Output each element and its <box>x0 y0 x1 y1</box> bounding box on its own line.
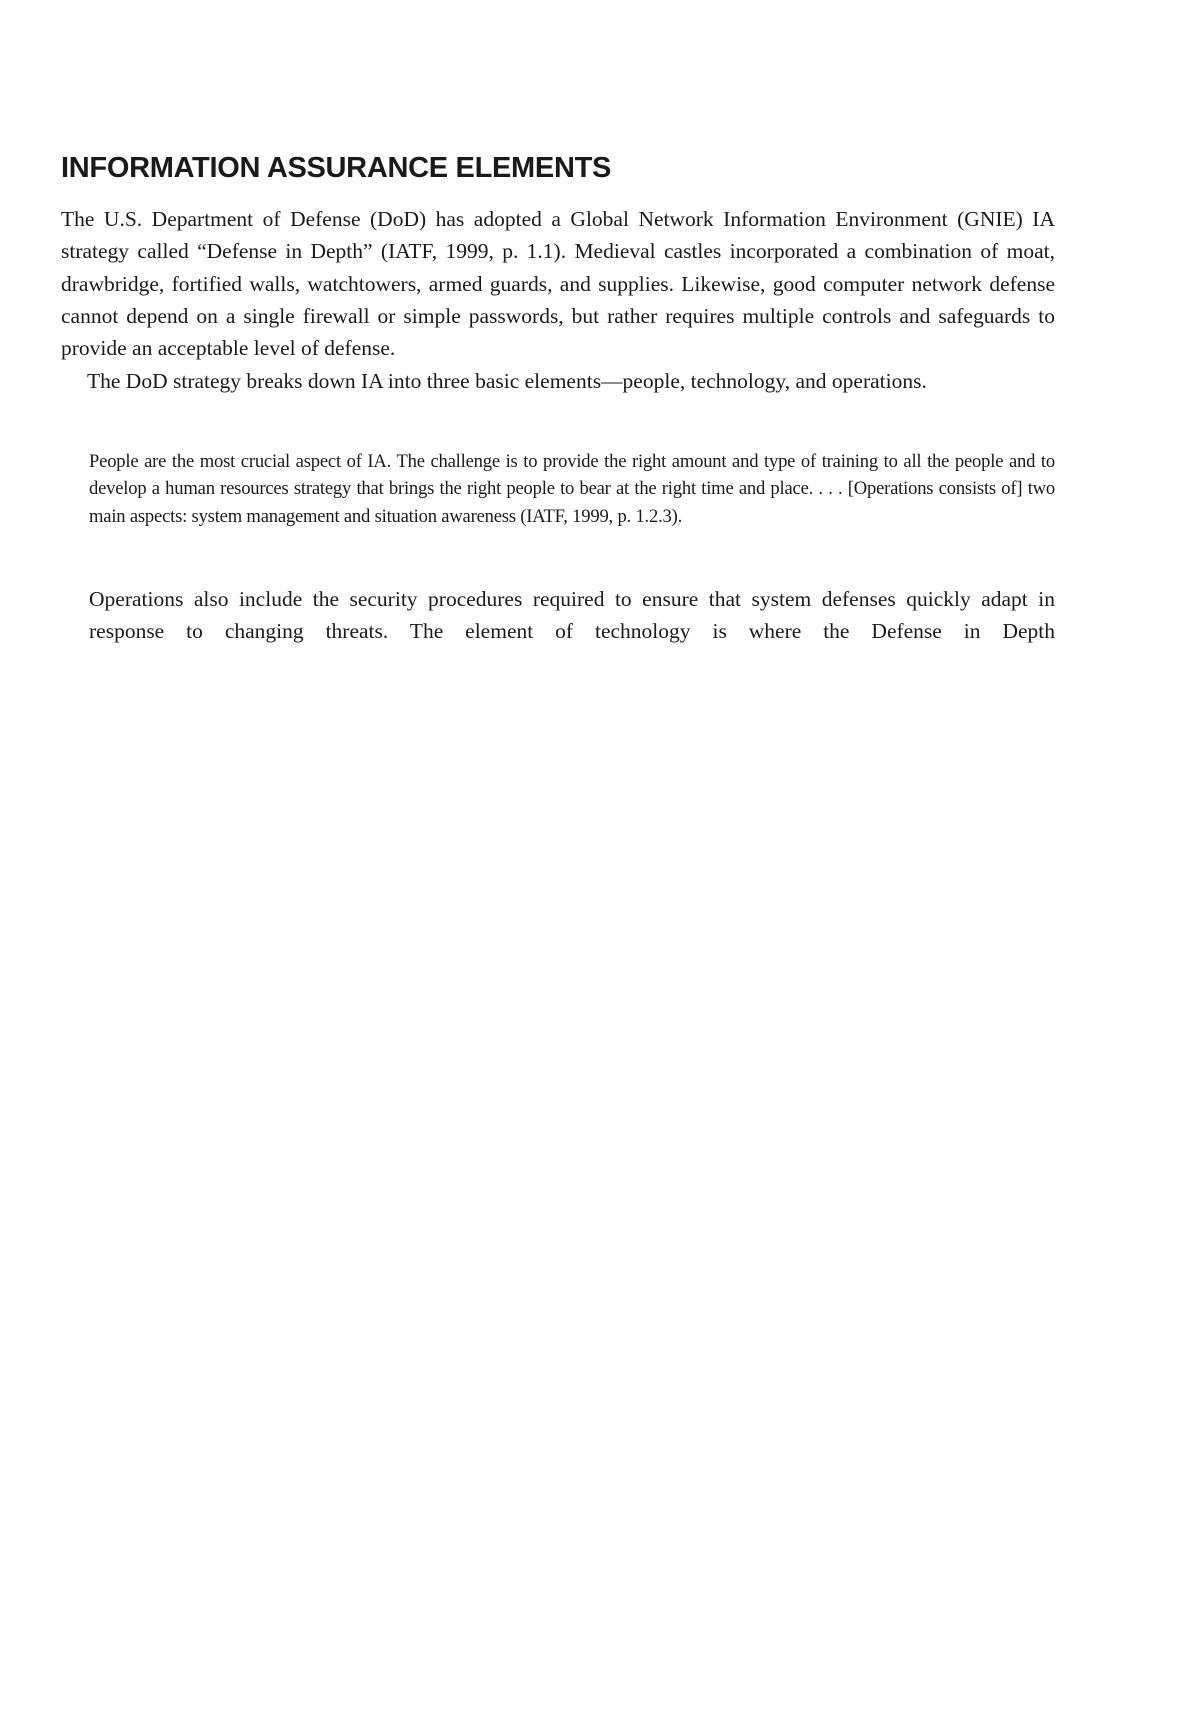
body-paragraph-defense-in-depth: The U.S. Department of Defense (DoD) has adopted a Global Network Information Environment (GNIE) IA strategy called “Defense in Depth” (IATF, 1999, p. 1.1). Medieval castles incorporated a combination of moat, drawbridge, fortified walls, watchtowers, armed guards, and supplies. Likewise, good computer network defense cannot depend on a single firewall or simple passwords, but rather requires multiple controls and safeguards to provide an acceptable level of defense. <box>61 207 1055 361</box>
section-heading: INFORMATION ASSURANCE ELEMENTS <box>61 152 612 184</box>
block-quote: People are the most crucial aspect of IA. The challenge is to provide the right amount and type of training to all the people and to develop a human resources strategy that brings the right people to bear at the right time and place. . . . [Operations consists of] two main aspects: system management and situation awareness (IATF, 1999, p. 1.2.3). <box>89 451 1055 527</box>
body-paragraph-operations: Operations also include the security procedures required to ensure that system defenses quickly adapt in response to changing threats. The element of technology is where the Defense in Depth <box>89 587 1055 643</box>
body-paragraph-three-elements: The DoD strategy breaks down IA into three basic elements—people, technology, and operations. <box>87 369 927 393</box>
